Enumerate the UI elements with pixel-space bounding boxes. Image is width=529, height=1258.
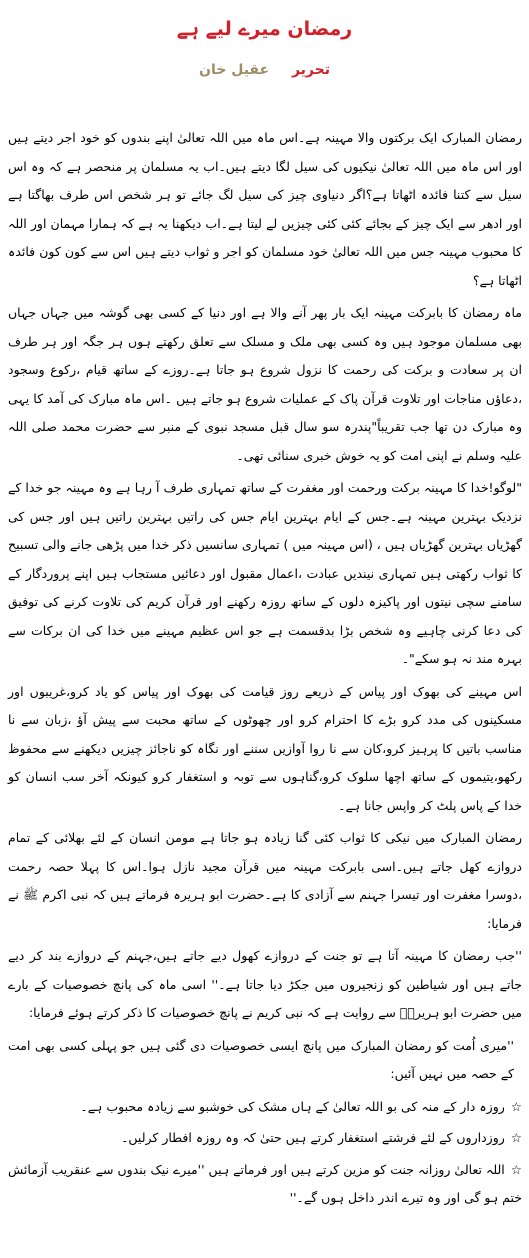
article-title: رمضان میرے لیے ہے: [176, 18, 353, 40]
paragraph-arrival: ماہ رمضان کا بابرکت مہینہ ایک بار پھر آنے والا ہے اور دنیا کے کسی بھی گوشہ میں جہاں جہاں بھی مسلمان موجود ہیں وہ کسی بھی ملک و مسلک سے تعلق رکھتے ہوں ہر جگہ اور ہر طرف ان پر سعادت و برکت کی رحمت کا نزول شروع ہو جاتا ہے۔روزے کے ساتھ قیام ،رکوع وسجود ،دعاؤں مناجات اور تلاوت قرآن پاک کے عملیات شروع ہو جاتے ہیں ۔اس ماہ مبارک کی آمد کا یہی وہ مبارک دن تھا جب تقریباً"پندرہ سو سال قبل مسجد نبوی کے منبر سے حضرت محمد صلی اللہ علیہ وسلم نے اپنی امت کو یہ خوش خبری سنائی تھی۔: [8, 305, 522, 463]
star-outline-icon: ☆: [510, 1098, 522, 1114]
list-item: [8, 1156, 522, 1213]
paragraph-five-traits: ''میری اُمت کو رمضان المبارک میں پانچ ایسی خصوصیات دی گئی ہیں جو پہلی کسی بھی امت کے حصہ میں نہیں آئیں:: [8, 1037, 514, 1081]
list-item: [8, 1124, 522, 1153]
star-outline-icon: ☆: [510, 1130, 522, 1145]
list-item-text: اللہ تعالیٰ روزانہ جنت کو مزین کرتے ہیں اور فرماتے ہیں ''میرے نیک بندوں سے عنقریب آزمائش ختم ہو گی اور وہ تیرے اندر داخل ہوں گے۔'': [8, 1161, 522, 1205]
paragraph-sermon-quote: "لوگو!خدا کا مہینہ برکت ورحمت اور مغفرت کے ساتھ تمہاری طرف آ رہا ہے وہ مہینہ جو خدا کے نزدیک بہترین مہینہ ہے۔جس کے ایام بہترین ایام جس کی راتیں بہترین راتیں ہیں اور جس کی گھڑیاں بہترین گھڑیاں ہیں ، (اس مہینہ میں ) تمہاری سانسیں ذکر خدا میں پڑھی جانے والی تسبیح کا ثواب رکھتی ہیں تمہاری نیندیں عبادت ،اعمال مقبول اور دعائیں مستجاب ہیں اپنے پروردگار کے سامنے سچی نیتوں اور پاکیزہ دلوں کے ساتھ روزہ رکھنے اور قرآن کریم کی تلاوت کرنے کی توفیق کی دعا کرنی چاہیے وہ شخص بڑا بدقسمت ہے جو اس عظیم مہینے میں خدا کی ان برکات سے بہرہ مند نہ ہو سکے"۔: [8, 480, 522, 666]
byline-label: تحریر: [291, 62, 330, 78]
star-outline-icon: ☆: [510, 1161, 522, 1177]
paragraph-hunger: اس مہینے کی بھوک اور پیاس کے ذریعے روز قیامت کی بھوک اور پیاس کو یاد کرو،غریبوں اور مسکینوں کی مدد کرو بڑے کا احترام کرو اور چھوٹوں کے ساتھ محبت سے پیش آؤ ،زبان سے نا مناسب باتیں کا پرہیز کرو،کان سے نا روا آوازیں سننے اور نگاہ کو ناجائز چیزیں دیکھنے سے محفوظ رکھو،یتیموں کے ساتھ اچھا سلوک کرو،گناہوں سے توبہ و استغفار کرو کیونکہ آخر سب انسان کو خدا کے پاس پلٹ کر واپس جانا ہے۔: [8, 683, 522, 813]
paragraph-gates-hadith: ''جب رمضان کا مہینہ آتا ہے تو جنت کے دروازے کھول دیے جاتے ہیں،جہنم کے دروازے بند کر دیے جاتے ہیں اور شیاطین کو زنجیروں میں جکڑ دیا جاتا ہے۔'' اسی ماہ کی پانچ خصوصیات کے بارے میں حضرت ابو ہریرہؓ سے روایت ہے کہ نبی کریم نے پانچ خصوصیات کا ذکر کرتے ہوئے فرمایا:: [8, 948, 522, 1020]
article-body: [8, 124, 522, 1216]
paragraph-virtues: رمضان المبارک میں نیکی کا ثواب کئی گنا زیادہ ہو جاتا ہے مومن انسان کے لئے بھلائی کے تمام دروازے کھل جاتے ہیں۔اسی بابرکت مہینہ میں قرآن مجید نازل ہوا۔اس کا پہلا حصہ رحمت ،دوسرا مغفرت اور تیسرا جہنم سے آزادی کا ہے۔حضرت ابو ہریرہ فرماتے ہیں کہ نبی اکرم ﷺ نے فرمایا:: [8, 830, 522, 931]
list-item-text: روزداروں کے لئے فرشتے استغفار کرتے ہیں حتیٰ کہ وہ روزہ افطار کرلیں۔: [121, 1130, 505, 1145]
author-name: عقیل خان: [199, 62, 270, 78]
paragraph-intro: رمضان المبارک ایک برکتوں والا مہینہ ہے۔اس ماہ میں اللہ تعالیٰ اپنے بندوں کو خود اجر دیتے ہیں اور اس ماہ میں اللہ تعالیٰ نیکیوں کی سیل لگا دیتے ہیں۔اب یہ مسلمان پر منحصر ہے کہ وہ اس سیل سے کتنا فائدہ اٹھاتا ہے؟اگر دنیاوی چیز کی سیل لگ جائے تو ہر شخص اس طرف بھاگتا ہے اور ادھر سے ایک چیز کے بجائے کئی کئی چیزیں لے لیتا ہے۔اب دیکھنا یہ ہے کہ ہمارا مہمان اور اللہ کا محبوب مہینہ جس میں اللہ تعالیٰ خود مسلمان کو اجر و ثواب دیتے ہیں اس سے کون کون فائدہ اٹھاتا ہے؟: [8, 130, 522, 288]
byline: [0, 62, 529, 78]
list-item-text: روزہ دار کے منہ کی بو اللہ تعالیٰ کے ہاں مشک کی خوشبو سے زیادہ محبوب ہے۔: [80, 1098, 505, 1114]
list-item: [8, 1093, 522, 1122]
